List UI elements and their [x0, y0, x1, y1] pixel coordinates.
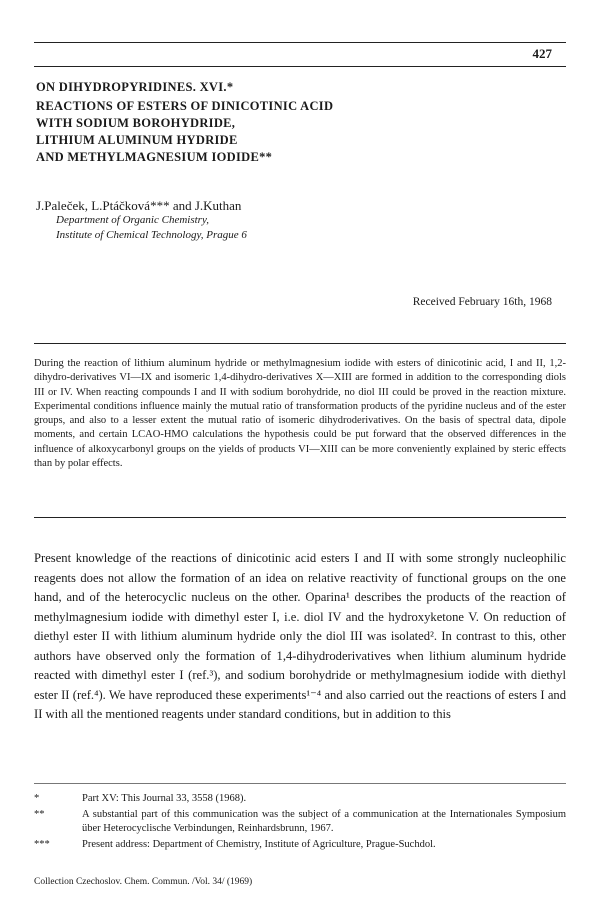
title-line-5: AND METHYLMAGNESIUM IODIDE** [36, 150, 273, 164]
footnote-3-text: Present address: Department of Chemistry, Institute of Agriculture, Prague-Suchdol. [82, 839, 436, 850]
footnote-2-mark: ** [34, 809, 45, 820]
authors: J.Paleček, L.Ptáčková*** and J.Kuthan [36, 198, 242, 213]
title-line-4: LITHIUM ALUMINUM HYDRIDE [36, 133, 238, 147]
footnote-3 [34, 838, 566, 852]
footnote-1-text: Part XV: This Journal 33, 3558 (1968). [82, 793, 247, 804]
footnote-rule [34, 783, 566, 784]
header-rule-lower [34, 66, 566, 67]
affiliation-institute: Institute of Chemical Technology, Prague 6 [56, 229, 247, 241]
footnote-2 [34, 808, 566, 836]
received-date: Received February 16th, 1968 [412, 296, 552, 308]
title-line-3: WITH SODIUM BOROHYDRIDE, [36, 116, 236, 130]
abstract-top-rule [34, 343, 566, 344]
header-rule [34, 42, 566, 43]
article-subtitle [36, 98, 333, 166]
footnote-2-text: A substantial part of this communication was the subject of a communication at the Internationales Symposium über Heterocyclische Verbindungen, Reinhardsbrunn, 1967. [82, 809, 566, 834]
footnote-3-mark: *** [34, 839, 50, 850]
journal-footer: Collection Czechoslov. Chem. Commun. /Vol. 34/ (1969) [34, 877, 253, 887]
affiliation-department: Department of Organic Chemistry, [56, 214, 209, 226]
title-series: ON DIHYDROPYRIDINES. XVI.* [36, 80, 234, 94]
body-paragraph: Present knowledge of the reactions of dinicotinic acid esters I and II with some strongly nucleophilic reagents does not allow the formation of an idea on relative reactivity of functional groups on the one hand, and of the heterocyclic nucleus on the other. Oparina¹ describes the products of the reaction of methylmagnesium iodide with dimethyl ester I, i.e. diol IV and the hydroxyketone V. On reduction of diethyl ester II with lithium aluminum hydride only the diol III was isolated². In contrast to this, other authors have observed only the formation of 1,4-dihydroderivatives when lithium aluminum hydride reacted with dimethyl ester I (ref.³), and sodium borohydride or methylmagnesium iodide with diethyl ester II (ref.⁴). We have reproduced these experiments¹⁻⁴ and also carried out the reactions of esters I and II with all the mentioned reagents under standard conditions, but in addition to this [34, 551, 566, 721]
footnote-1-mark: * [34, 793, 40, 804]
abstract-bottom-rule [34, 517, 566, 518]
abstract: During the reaction of lithium aluminum hydride or methylmagnesium iodide with esters of dinicotinic acid, I and II, 1,2-dihydro-derivatives VI—IX and isomeric 1,4-dihydro-derivatives X—XIII are formed in addition to the corresponding diols III or IV. When reacting compounds I and II with sodium borohydride, no diol III could be proved in the reaction mixture. Experimental conditions influence mainly the mutual ratio of transformation products of the pyridine nucleus and of the ester groups, and also to a lesser extent the mutual ratio of isomeric dihydroderivatives. On the basis of spectral data, dipole moments, and certain LCAO-HMO calculations the hypothesis could be put forward that the observed differences in the influence of alkoxycarbonyl groups on the yields of products VI—XIII can be more conveniently explained by steric effects than by polar effects. [34, 358, 566, 470]
footnote-1 [34, 792, 566, 806]
article-title [36, 79, 233, 96]
page-number: 427 [532, 46, 552, 61]
title-line-2: REACTIONS OF ESTERS OF DINICOTINIC ACID [36, 99, 334, 113]
